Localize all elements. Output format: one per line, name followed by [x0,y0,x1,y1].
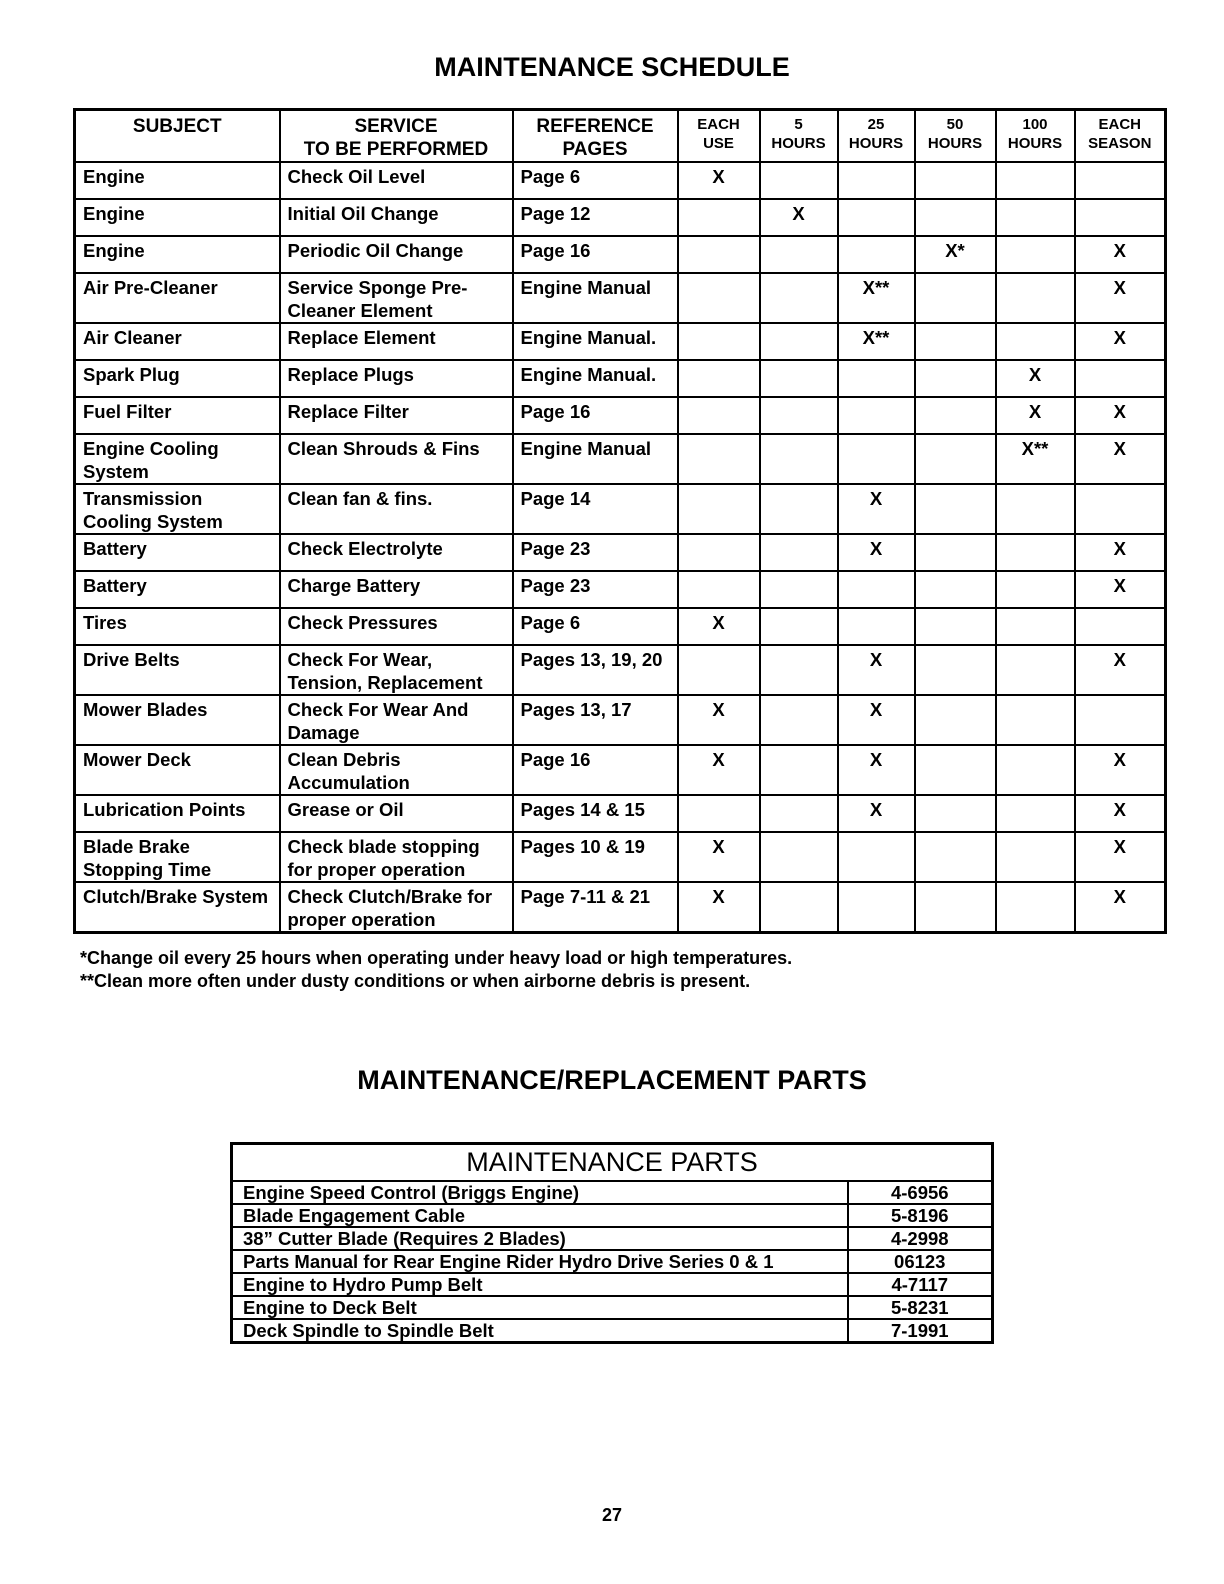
schedule-row [75,795,1166,832]
schedule-cell-service: Charge Battery [280,571,513,608]
schedule-cell-subject: Engine [75,236,280,273]
schedule-cell-h50 [915,645,996,695]
part-name: Parts Manual for Rear Engine Rider Hydro Drive Series 0 & 1 [232,1250,848,1273]
header-50-hours: 50 HOURS [915,110,996,163]
schedule-cell-h50 [915,832,996,882]
header-25-hours: 25 HOURS [838,110,915,163]
schedule-cell-each-use [678,795,760,832]
schedule-cell-h100 [996,236,1075,273]
part-number: 06123 [848,1250,993,1273]
header-100-hours: 100 HOURS [996,110,1075,163]
schedule-cell-season: X [1075,832,1166,882]
schedule-cell-reference: Pages 14 & 15 [513,795,678,832]
schedule-cell-h50: X* [915,236,996,273]
schedule-cell-each-use [678,484,760,534]
part-number: 7-1991 [848,1319,993,1343]
schedule-cell-subject: Drive Belts [75,645,280,695]
schedule-cell-each-use [678,434,760,484]
schedule-cell-h5 [760,608,838,645]
schedule-cell-service: Check blade stopping for proper operation [280,832,513,882]
schedule-cell-h5: X [760,199,838,236]
schedule-row [75,534,1166,571]
schedule-cell-subject: Engine [75,162,280,199]
schedule-row [75,571,1166,608]
schedule-cell-h25: X [838,745,915,795]
schedule-cell-h5 [760,571,838,608]
header-5-hours: 5 HOURS [760,110,838,163]
schedule-cell-reference: Page 12 [513,199,678,236]
schedule-row [75,645,1166,695]
schedule-cell-season: X [1075,397,1166,434]
schedule-cell-service: Check Electrolyte [280,534,513,571]
schedule-cell-season [1075,199,1166,236]
schedule-cell-season: X [1075,645,1166,695]
schedule-cell-subject: Battery [75,571,280,608]
header-subject: SUBJECT [75,110,280,163]
header-each-season: EACH SEASON [1075,110,1166,163]
schedule-cell-season: X [1075,745,1166,795]
schedule-cell-h5 [760,360,838,397]
schedule-cell-h100 [996,795,1075,832]
schedule-cell-season: X [1075,323,1166,360]
schedule-cell-h100 [996,534,1075,571]
schedule-cell-season: X [1075,882,1166,933]
schedule-cell-h25 [838,360,915,397]
parts-section-title: MAINTENANCE/REPLACEMENT PARTS [357,1065,867,1095]
schedule-cell-h100 [996,162,1075,199]
parts-row [232,1296,993,1319]
parts-row [232,1227,993,1250]
schedule-header-row [75,110,1166,163]
schedule-cell-h100 [996,323,1075,360]
schedule-cell-h50 [915,162,996,199]
schedule-title: MAINTENANCE SCHEDULE [434,52,790,82]
schedule-row [75,162,1166,199]
parts-row [232,1273,993,1296]
part-number: 4-2998 [848,1227,993,1250]
schedule-cell-reference: Pages 13, 19, 20 [513,645,678,695]
schedule-cell-reference: Page 16 [513,745,678,795]
schedule-cell-h5 [760,534,838,571]
schedule-cell-reference: Page 16 [513,397,678,434]
schedule-cell-each-use: X [678,745,760,795]
schedule-cell-h100 [996,608,1075,645]
schedule-cell-reference: Engine Manual [513,273,678,323]
schedule-cell-h5 [760,323,838,360]
schedule-cell-service: Check Clutch/Brake for proper operation [280,882,513,933]
schedule-cell-each-use [678,236,760,273]
schedule-cell-h50 [915,534,996,571]
schedule-cell-service: Clean Debris Accumulation [280,745,513,795]
schedule-row [75,397,1166,434]
schedule-cell-h100 [996,645,1075,695]
schedule-cell-h50 [915,360,996,397]
schedule-cell-reference: Engine Manual [513,434,678,484]
schedule-cell-h5 [760,832,838,882]
schedule-cell-subject: Mower Deck [75,745,280,795]
schedule-cell-subject: Transmission Cooling System [75,484,280,534]
schedule-cell-each-use: X [678,882,760,933]
schedule-cell-subject: Air Pre-Cleaner [75,273,280,323]
schedule-cell-h100 [996,745,1075,795]
page-number: 27 [601,1505,623,1525]
schedule-cell-h50 [915,882,996,933]
schedule-row [75,434,1166,484]
schedule-cell-reference: Page 14 [513,484,678,534]
header-service: SERVICE TO BE PERFORMED [280,110,513,163]
schedule-cell-each-use: X [678,608,760,645]
parts-row [232,1181,993,1204]
schedule-cell-h100: X [996,360,1075,397]
part-number: 4-7117 [848,1273,993,1296]
schedule-cell-each-use: X [678,695,760,745]
schedule-cell-h5 [760,695,838,745]
schedule-cell-h25: X [838,695,915,745]
schedule-cell-h100: X [996,397,1075,434]
schedule-cell-h50 [915,434,996,484]
schedule-cell-h5 [760,236,838,273]
schedule-row [75,273,1166,323]
schedule-cell-subject: Tires [75,608,280,645]
schedule-row [75,360,1166,397]
header-each-use: EACH USE [678,110,760,163]
schedule-row [75,608,1166,645]
part-name: Engine to Hydro Pump Belt [232,1273,848,1296]
schedule-cell-h50 [915,745,996,795]
schedule-row [75,236,1166,273]
schedule-cell-season [1075,608,1166,645]
part-number: 5-8231 [848,1296,993,1319]
schedule-cell-service: Check Pressures [280,608,513,645]
schedule-cell-subject: Mower Blades [75,695,280,745]
schedule-cell-h100 [996,832,1075,882]
schedule-cell-h50 [915,695,996,745]
footnote-clean: **Clean more often under dusty conditions or when airborne debris is present. [80,971,751,991]
schedule-cell-h100 [996,882,1075,933]
schedule-cell-h25 [838,397,915,434]
schedule-cell-service: Replace Element [280,323,513,360]
part-name: Deck Spindle to Spindle Belt [232,1319,848,1343]
schedule-cell-h100 [996,273,1075,323]
part-name: Engine to Deck Belt [232,1296,848,1319]
part-name: 38” Cutter Blade (Requires 2 Blades) [232,1227,848,1250]
schedule-cell-h25: X** [838,273,915,323]
schedule-row [75,484,1166,534]
schedule-cell-h25: X** [838,323,915,360]
schedule-cell-reference: Page 16 [513,236,678,273]
schedule-cell-service: Periodic Oil Change [280,236,513,273]
schedule-cell-h25 [838,162,915,199]
schedule-cell-h25: X [838,645,915,695]
schedule-cell-reference: Page 23 [513,571,678,608]
schedule-cell-subject: Air Cleaner [75,323,280,360]
schedule-row [75,882,1166,933]
schedule-cell-h50 [915,273,996,323]
schedule-cell-each-use [678,273,760,323]
header-reference: REFERENCE PAGES [513,110,678,163]
schedule-cell-h25 [838,608,915,645]
schedule-cell-service: Service Sponge Pre-Cleaner Element [280,273,513,323]
schedule-cell-season: X [1075,795,1166,832]
schedule-cell-subject: Engine [75,199,280,236]
schedule-cell-h100: X** [996,434,1075,484]
schedule-cell-reference: Page 6 [513,162,678,199]
schedule-cell-each-use [678,534,760,571]
maintenance-parts-table [230,1142,994,1344]
schedule-cell-season: X [1075,534,1166,571]
schedule-cell-reference: Pages 10 & 19 [513,832,678,882]
parts-row [232,1319,993,1343]
schedule-cell-subject: Spark Plug [75,360,280,397]
schedule-cell-service: Initial Oil Change [280,199,513,236]
parts-row [232,1250,993,1273]
schedule-cell-h25 [838,434,915,484]
schedule-cell-h5 [760,434,838,484]
schedule-cell-reference: Page 6 [513,608,678,645]
schedule-cell-h5 [760,162,838,199]
schedule-cell-reference: Engine Manual. [513,360,678,397]
schedule-cell-each-use [678,397,760,434]
schedule-cell-h5 [760,645,838,695]
schedule-cell-h25: X [838,795,915,832]
schedule-cell-h100 [996,199,1075,236]
schedule-cell-season: X [1075,434,1166,484]
schedule-footnotes [80,947,792,993]
schedule-cell-season: X [1075,571,1166,608]
schedule-cell-service: Check Oil Level [280,162,513,199]
parts-row [232,1204,993,1227]
schedule-cell-h50 [915,323,996,360]
schedule-cell-season: X [1075,273,1166,323]
schedule-cell-h25: X [838,534,915,571]
schedule-cell-h5 [760,795,838,832]
schedule-cell-h25 [838,882,915,933]
schedule-cell-service: Clean fan & fins. [280,484,513,534]
schedule-cell-subject: Engine Cooling System [75,434,280,484]
schedule-cell-h50 [915,608,996,645]
schedule-cell-service: Check For Wear And Damage [280,695,513,745]
schedule-row [75,199,1166,236]
schedule-cell-each-use: X [678,162,760,199]
schedule-cell-service: Check For Wear, Tension, Replacement [280,645,513,695]
schedule-cell-h25: X [838,484,915,534]
part-number: 4-6956 [848,1181,993,1204]
schedule-row [75,695,1166,745]
schedule-cell-each-use [678,645,760,695]
schedule-cell-h50 [915,571,996,608]
schedule-cell-season: X [1075,236,1166,273]
part-name: Engine Speed Control (Briggs Engine) [232,1181,848,1204]
schedule-cell-h50 [915,199,996,236]
schedule-cell-season [1075,360,1166,397]
schedule-cell-h25 [838,199,915,236]
parts-table-title: MAINTENANCE PARTS [232,1144,993,1182]
schedule-cell-h5 [760,484,838,534]
schedule-cell-service: Grease or Oil [280,795,513,832]
schedule-cell-h5 [760,397,838,434]
schedule-cell-reference: Page 23 [513,534,678,571]
schedule-cell-each-use: X [678,832,760,882]
schedule-cell-subject: Blade Brake Stopping Time [75,832,280,882]
schedule-cell-h5 [760,745,838,795]
schedule-cell-h25 [838,571,915,608]
schedule-cell-each-use [678,571,760,608]
schedule-cell-reference: Page 7-11 & 21 [513,882,678,933]
schedule-cell-h5 [760,273,838,323]
schedule-cell-service: Replace Plugs [280,360,513,397]
schedule-cell-subject: Battery [75,534,280,571]
schedule-row [75,323,1166,360]
schedule-cell-subject: Clutch/Brake System [75,882,280,933]
schedule-cell-each-use [678,323,760,360]
maintenance-schedule-table [73,108,1167,934]
schedule-cell-h5 [760,882,838,933]
schedule-cell-h25 [838,236,915,273]
schedule-cell-service: Clean Shrouds & Fins [280,434,513,484]
schedule-row [75,745,1166,795]
schedule-row [75,832,1166,882]
schedule-cell-h100 [996,484,1075,534]
schedule-cell-season [1075,695,1166,745]
schedule-cell-reference: Engine Manual. [513,323,678,360]
schedule-cell-h50 [915,795,996,832]
schedule-cell-h100 [996,695,1075,745]
schedule-cell-season [1075,484,1166,534]
schedule-cell-h50 [915,484,996,534]
schedule-cell-reference: Pages 13, 17 [513,695,678,745]
schedule-cell-h50 [915,397,996,434]
footnote-oil: *Change oil every 25 hours when operating under heavy load or high temperatures. [80,948,793,968]
schedule-cell-h25 [838,832,915,882]
part-name: Blade Engagement Cable [232,1204,848,1227]
schedule-cell-each-use [678,199,760,236]
schedule-cell-service: Replace Filter [280,397,513,434]
schedule-cell-subject: Fuel Filter [75,397,280,434]
schedule-cell-subject: Lubrication Points [75,795,280,832]
part-number: 5-8196 [848,1204,993,1227]
schedule-cell-season [1075,162,1166,199]
schedule-cell-each-use [678,360,760,397]
schedule-cell-h100 [996,571,1075,608]
